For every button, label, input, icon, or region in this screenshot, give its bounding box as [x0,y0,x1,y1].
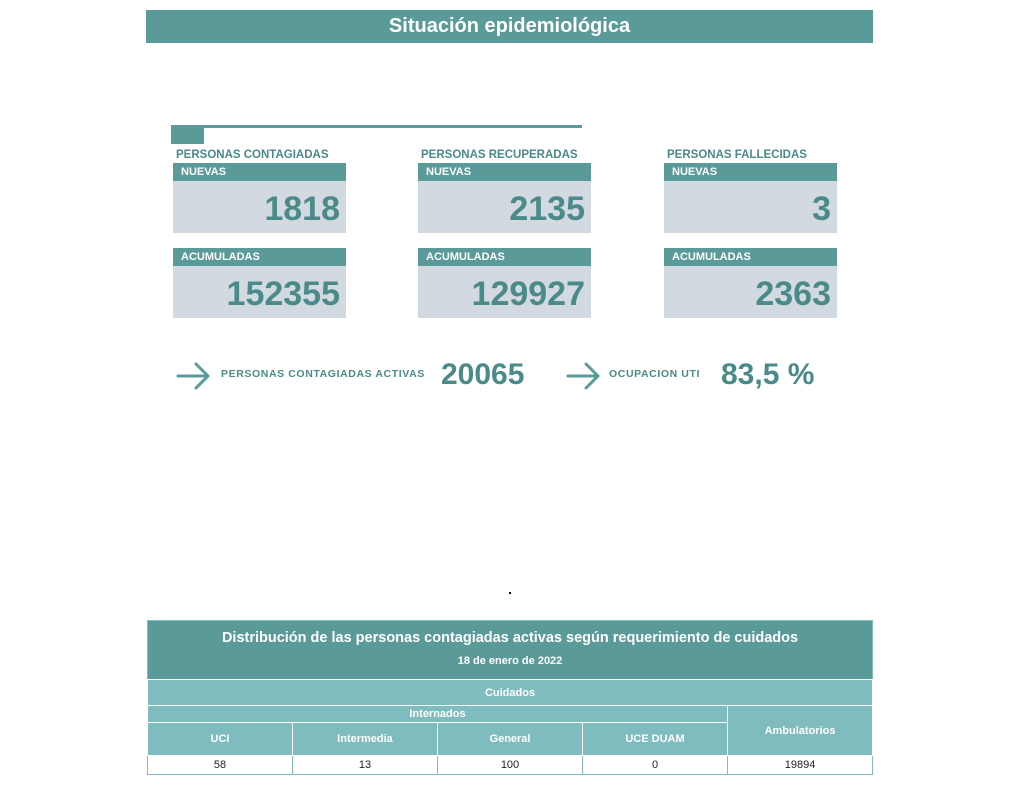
contagiadas-acumuladas-value: 152355 [226,275,340,313]
uti-value: 83,5 % [721,358,815,391]
recuperadas-acumuladas-value: 129927 [471,275,585,313]
contagiadas-acumuladas-card [173,248,346,318]
accent-divider [204,125,582,128]
stray-dot [509,592,511,594]
ambulatorios-value: 19894 [728,756,873,775]
recuperadas-nuevas-value: 2135 [509,190,585,228]
column-header-general: General [438,723,583,756]
table-row [148,756,873,775]
table-date: 18 de enero de 2022 [148,655,873,680]
uce-duam-value: 0 [583,756,728,775]
contagiadas-title: PERSONAS CONTAGIADAS [176,149,329,161]
recuperadas-title: PERSONAS RECUPERADAS [421,149,578,161]
general-value: 100 [438,756,583,775]
arrow-right-icon [176,361,212,391]
page-title: Situación epidemiológica [146,10,873,43]
fallecidas-acumuladas-value: 2363 [755,275,831,313]
column-header-uce-duam: UCE DUAM [583,723,728,756]
cuidados-header: Cuidados [148,680,873,706]
fallecidas-title: PERSONAS FALLECIDAS [667,149,807,161]
uti-label: OCUPACION UTI [609,368,701,380]
intermedia-value: 13 [293,756,438,775]
card-header: ACUMULADAS [418,248,591,266]
card-header: NUEVAS [664,163,837,181]
card-header: NUEVAS [418,163,591,181]
internados-header: Internados [148,706,728,723]
recuperadas-nuevas-card [418,163,591,233]
card-header: ACUMULADAS [664,248,837,266]
column-header-intermedia: Intermedia [293,723,438,756]
card-header: ACUMULADAS [173,248,346,266]
table-title: Distribución de las personas contagiadas activas según requerimiento de cuidados [148,621,873,656]
fallecidas-acumuladas-card [664,248,837,318]
activas-label: PERSONAS CONTAGIADAS ACTIVAS [221,368,425,380]
column-header-uci: UCI [148,723,293,756]
contagiadas-nuevas-value: 1818 [264,190,340,228]
contagiadas-nuevas-card [173,163,346,233]
care-distribution-table [147,620,872,775]
ambulatorios-header: Ambulatorios [728,706,873,756]
accent-block [171,125,204,144]
card-header: NUEVAS [173,163,346,181]
recuperadas-acumuladas-card [418,248,591,318]
activas-value: 20065 [441,358,525,391]
fallecidas-nuevas-value: 3 [812,190,831,228]
arrow-right-icon [566,361,602,391]
uci-value: 58 [148,756,293,775]
fallecidas-nuevas-card [664,163,837,233]
